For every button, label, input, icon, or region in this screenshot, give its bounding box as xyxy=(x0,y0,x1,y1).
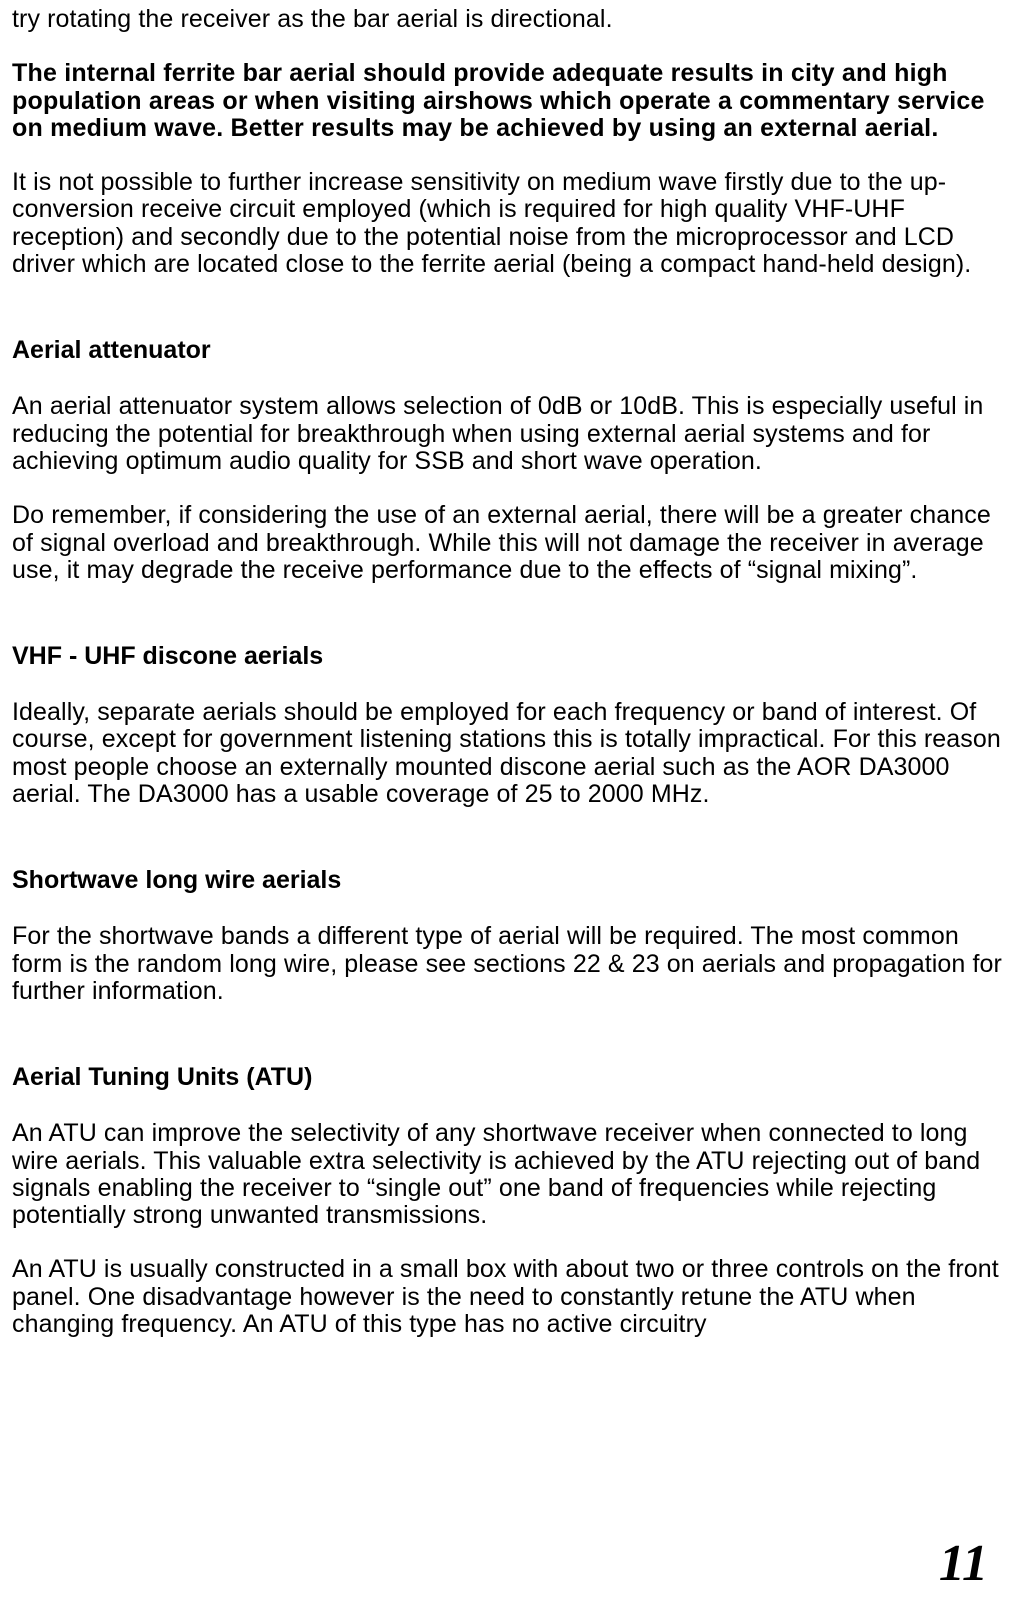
section-heading-attenuator: Aerial attenuator xyxy=(12,336,211,365)
discone-paragraph: Ideally, separate aerials should be employed for each frequency or band of interest. Of course, except for government listening stations this is totally impractical. For this reason most people choose an externally mounted discone aerial such as the AOR DA3000 aerial. The DA3000 has a usable coverage of 25 to 2000 MHz. xyxy=(12,698,1001,809)
section-heading-longwire: Shortwave long wire aerials xyxy=(12,866,342,895)
atu-paragraph-1: An ATU can improve the selectivity of any shortwave receiver when connected to long wire aerials. This valuable extra selectivity is achieved by the ATU rejecting out of band signals enabling the receiver to “single out” one band of frequencies while rejecting potentially strong unwanted transmissions. xyxy=(12,1119,981,1230)
atu-paragraph-2: An ATU is usually constructed in a small box with about two or three controls on the front panel. One disadvantage however is the need to constantly retune the ATU when changing frequency. An ATU of this type has no active circuitry xyxy=(12,1255,999,1339)
attenuator-paragraph-2: Do remember, if considering the use of an external aerial, there will be a greater chance of signal overload and breakthrough. While this will not damage the receiver in average use, it may degrade the receive performance due to the effects of “signal mixing”. xyxy=(12,501,991,584)
sensitivity-paragraph: It is not possible to further increase sensitivity on medium wave firstly due to the up-conversion receive circuit employed (which is required for high quality VHF-UHF reception) and secondly due to the potential noise from the microprocessor and LCD driver which are located close to the ferrite aerial (being a compact hand-held design). xyxy=(12,168,972,279)
ferrite-aerial-note: The internal ferrite bar aerial should provide adequate results in city and high population areas or when visiting airshows which operate a commentary service on medium wave. Better results may be achieved by using an external aerial. xyxy=(12,59,985,142)
manual-page xyxy=(12,6,1012,1338)
section-heading-atu: Aerial Tuning Units (ATU) xyxy=(12,1063,313,1092)
attenuator-paragraph-1: An aerial attenuator system allows selection of 0dB or 10dB. This is especially useful in reducing the potential for breakthrough when using external aerial systems and for achieving optimum audio quality for SSB and short wave operation. xyxy=(12,392,984,475)
section-heading-discone: VHF - UHF discone aerials xyxy=(12,642,324,671)
longwire-paragraph: For the shortwave bands a different type of aerial will be required. The most common form is the random long wire, please see sections 22 & 23 on aerials and propagation for further information. xyxy=(12,922,1002,1005)
page-number: 11 xyxy=(938,1535,988,1592)
intro-continuation: try rotating the receiver as the bar aerial is directional. xyxy=(12,5,613,33)
